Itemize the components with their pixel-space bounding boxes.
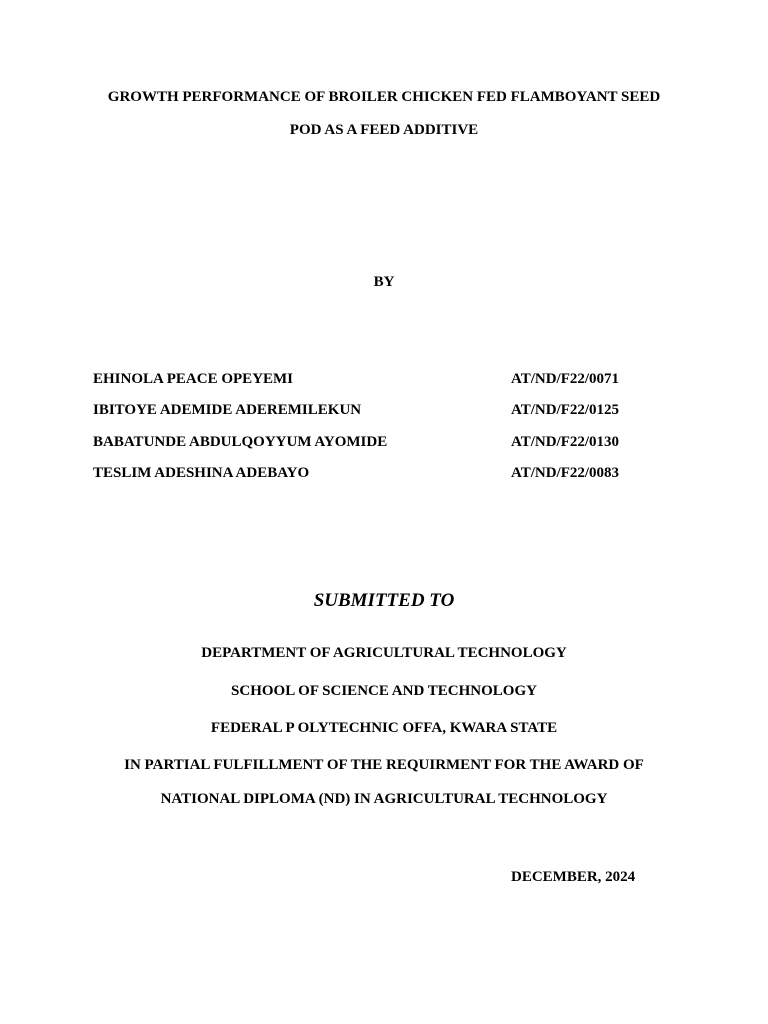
author-id: AT/ND/F22/0083 bbox=[511, 465, 620, 481]
author-name: BABATUNDE ABDULQOYYUM AYOMIDE bbox=[93, 434, 388, 450]
title-line-1: GROWTH PERFORMANCE OF BROILER CHICKEN FED FLAMBOYANT SEED bbox=[107, 89, 661, 105]
polytechnic-line: FEDERAL P OLYTECHNIC OFFA, KWARA STATE bbox=[210, 720, 558, 736]
author-row bbox=[93, 401, 693, 419]
author-id: AT/ND/F22/0071 bbox=[511, 371, 620, 387]
submitted-to-heading: SUBMITTED TO bbox=[313, 590, 455, 611]
school-line: SCHOOL OF SCIENCE AND TECHNOLOGY bbox=[231, 683, 537, 699]
author-name: EHINOLA PEACE OPEYEMI bbox=[93, 371, 294, 387]
author-id: AT/ND/F22/0130 bbox=[511, 434, 620, 450]
author-row bbox=[93, 464, 693, 482]
fulfillment-line-2: NATIONAL DIPLOMA (ND) IN AGRICULTURAL TECHNOLOGY bbox=[160, 791, 608, 807]
author-name: TESLIM ADESHINA ADEBAYO bbox=[93, 465, 310, 481]
by-label: BY bbox=[373, 274, 395, 290]
author-name: IBITOYE ADEMIDE ADEREMILEKUN bbox=[93, 402, 362, 418]
author-row bbox=[93, 433, 693, 451]
submission-date: DECEMBER, 2024 bbox=[511, 869, 636, 885]
fulfillment-line-1: IN PARTIAL FULFILLMENT OF THE REQUIRMENT FOR THE AWARD OF bbox=[124, 757, 644, 773]
department-line: DEPARTMENT OF AGRICULTURAL TECHNOLOGY bbox=[201, 645, 567, 661]
author-row bbox=[93, 370, 693, 388]
title-line-2: POD AS A FEED ADDITIVE bbox=[289, 122, 479, 138]
author-id: AT/ND/F22/0125 bbox=[511, 402, 620, 418]
